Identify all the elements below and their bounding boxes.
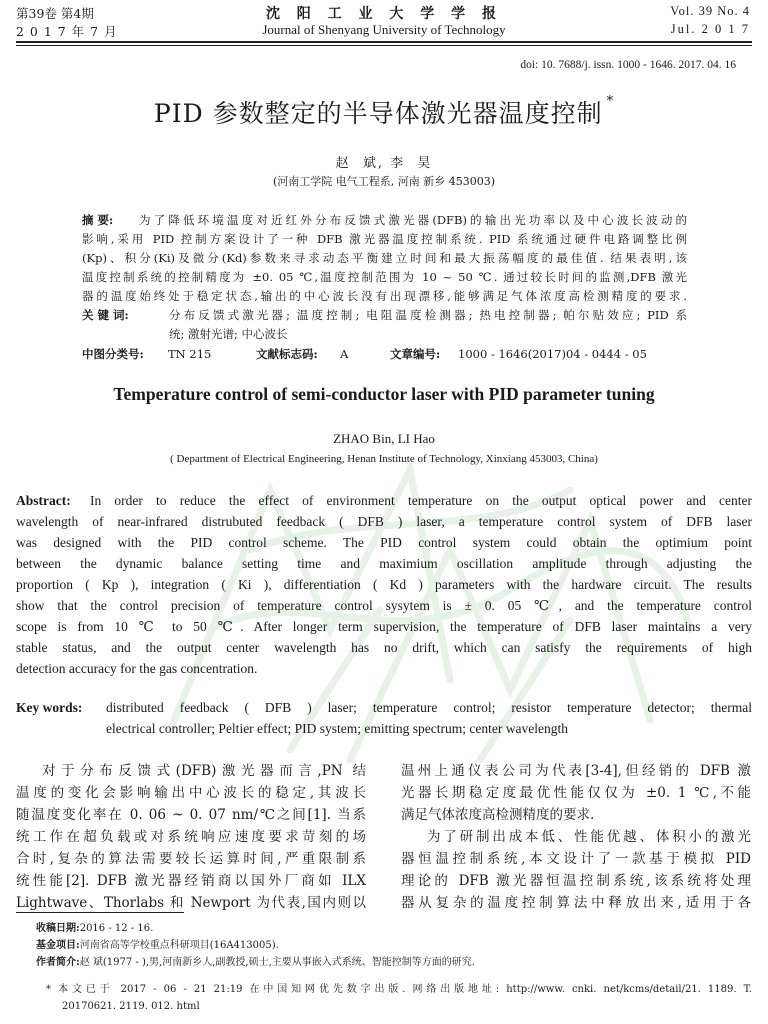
- doc-code-value: A: [340, 347, 349, 361]
- abstract-en-line: scope is from 10 ℃ to 50 ℃. After longer term supervision, the temperature of DFB laser maintains a very: [16, 619, 752, 634]
- abstract-cn-line: 为了降低环境温度对近红外分布反馈式激光器(DFB)的输出光功率以及中心波长波动的: [139, 213, 687, 227]
- body-line: Lightwave、Thorlabs 和 Newport 为代表,国内则以: [16, 895, 366, 911]
- header-date-en: Jul. 2 0 1 7: [670, 22, 750, 36]
- abstract-en-line: detection accuracy for the gas concentration.: [16, 661, 258, 676]
- header-vol-en: Vol. 39 No. 4: [670, 4, 750, 18]
- footnote-rule: [16, 912, 184, 913]
- abstract-cn-label: 摘 要:: [82, 213, 114, 227]
- abstract-cn-line: 温度控制系统的控制精度为 ±0. 05 ℃,温度控制范围为 10 ~ 50 ℃. 通过较长时间的监测,DFB 激光: [82, 270, 687, 284]
- keywords-en-line: distributed feedback ( DFB ) laser; temperature control; resistor temperature detector; thermal: [106, 700, 752, 715]
- header-rule-thick: [16, 41, 752, 43]
- body-line: 为了研制出成本低、性能优越、体积小的激光: [427, 829, 751, 845]
- affiliation-cn: (河南工学院 电气工程系, 河南 新乡 453003): [272, 175, 496, 188]
- body-line: 温州上通仪表公司为代表[3-4],但经销的 DFB 激: [401, 763, 751, 779]
- authors-cn: 赵 斌, 李 昊: [335, 156, 433, 171]
- body-line: 理论的 DFB 激光器恒温控制系统,该系统将处理: [401, 873, 751, 889]
- article-no-label: 文章编号:: [390, 347, 441, 361]
- doc-code-label: 文献标志码:: [256, 347, 318, 361]
- article-no-value: 1000 - 1646(2017)04 - 0444 - 05: [458, 347, 647, 361]
- abstract-en-line: proportion ( Kp ), integration ( Ki ), differentiation ( Kd ) parameters with the hardware circuit. The results: [16, 577, 752, 592]
- author-bio-label: 作者简介:: [36, 957, 80, 968]
- body-line: 器从复杂的温度控制算法中释放出来,适用于各: [401, 895, 751, 911]
- abstract-en-line: between the dynamic balance setting time and maximium oscillation amplitude through adjusting the: [16, 556, 752, 571]
- keywords-cn-label: 关 键 词:: [82, 308, 129, 322]
- online-publication-note: * 本文已于 2017 - 06 - 21 21:19 在中国知网优先数字出版. 网络出版地址: http://www. cnki. net/kcms/detail/21. 1189. T.: [46, 984, 752, 995]
- abstract-en-label: Abstract:: [16, 493, 71, 508]
- header-journal-en: Journal of Shenyang University of Technology: [262, 22, 506, 37]
- body-line: 器恒温控制系统,本文设计了一款基于模拟 PID: [401, 851, 751, 867]
- received-label: 收稿日期:: [36, 923, 80, 934]
- received-date: 2016 - 12 - 16.: [79, 923, 154, 934]
- body-line: 合时,复杂的算法需要较长运算时间,严重限制系: [16, 851, 366, 867]
- body-line: 统工作在超负载或对系统响应速度要求苛刻的场: [16, 829, 366, 845]
- abstract-en-line: wavelength of near-infrared distrubuted feedback ( DFB ) laser, a temperature control system of DFB laser: [16, 514, 752, 529]
- header-journal-cn: 沈 阳 工 业 大 学 学 报: [265, 6, 503, 22]
- clc-value: TN 215: [168, 347, 212, 361]
- body-line: 满足气体浓度高检测精度的要求.: [401, 807, 595, 823]
- title-cn: [0, 94, 768, 130]
- title-en: Temperature control of semi-conductor laser with PID parameter tuning: [113, 384, 655, 404]
- abstract-cn-line: 器的温度始终处于稳定状态,输出的中心波长没有出现漂移,能够满足气体浓度高检测精度的要求.: [82, 289, 687, 303]
- abstract-en-line: was designed with the PID control scheme. The PID control system could obtain the optimium point: [16, 535, 752, 550]
- abstract-en-line: In order to reduce the effect of environment temperature on the output optical power and center: [90, 493, 752, 508]
- doi: doi: 10. 7688/j. issn. 1000 - 1646. 2017. 04. 16: [520, 59, 736, 71]
- fund-text: 河南省高等学校重点科研项目(16A413005).: [79, 940, 279, 951]
- abstract-cn-line: (Kp)、积分(Ki)及微分(Kd)参数来寻求动态平衡建立时间和最大振荡幅度的最佳值. 结果表明,该: [82, 251, 687, 265]
- abstract-en-line: stable status, and the output center wavelength has no drift, which can satisfy the requirements of high: [16, 640, 752, 655]
- header-volume-cn: 第39卷 第4期: [16, 6, 94, 21]
- body-line: 随温度变化率在 0. 06 ~ 0. 07 nm/℃之间[1]. 当系: [16, 807, 366, 823]
- title-cn-text: PID 参数整定的半导体激光器温度控制: [153, 99, 603, 128]
- header-date-cn: 2 0 1 7 年 7 月: [16, 24, 118, 39]
- author-bio-text: 赵 斌(1977 - ),男,河南新乡人,副教授,硕士,主要从事嵌入式系统、智能控制等方面的研究.: [79, 957, 475, 968]
- keywords-en-line: electrical controller; Peltier effect; PID system; emitting spectrum; center wavelength: [106, 721, 568, 736]
- affiliation-en: ( Department of Electrical Engineering, Henan Institute of Technology, Xinxiang 453003, China): [170, 453, 598, 465]
- keywords-cn-line: 分布反馈式激光器; 温度控制; 电阻温度检测器; 热电控制器; 帕尔贴效应; PID 系: [169, 308, 687, 322]
- online-publication-url: 20170621. 2119. 012. html: [62, 1001, 200, 1012]
- keywords-en-label: Key words:: [16, 700, 83, 715]
- abstract-cn-line: 影响,采用 PID 控制方案设计了一种 DFB 激光器温度控制系统. PID 系统通过硬件电路调整比例: [82, 232, 687, 246]
- body-line: 温度的变化会影响输出中心波长的稳定,其波长: [16, 785, 366, 801]
- clc-label: 中图分类号:: [82, 347, 144, 361]
- title-footnote-mark: *: [606, 94, 615, 109]
- fund-label: 基金项目:: [36, 940, 80, 951]
- body-line: 统性能[2]. DFB 激光器经销商以国外厂商如 ILX: [16, 873, 366, 889]
- header-rule-thin: [16, 45, 752, 46]
- authors-en: ZHAO Bin, LI Hao: [333, 431, 435, 446]
- body-line: 光器长期稳定度最优性能仅仅为 ±0. 1 ℃,不能: [401, 785, 751, 801]
- body-line: 对于分布反馈式(DFB)激光器而言,PN 结: [42, 763, 366, 779]
- abstract-en-line: show that the control precision of temperature control sysytem is ± 0. 05 ℃, and the temperature control: [16, 598, 753, 613]
- keywords-cn-line: 统; 激射光谱; 中心波长: [169, 327, 288, 341]
